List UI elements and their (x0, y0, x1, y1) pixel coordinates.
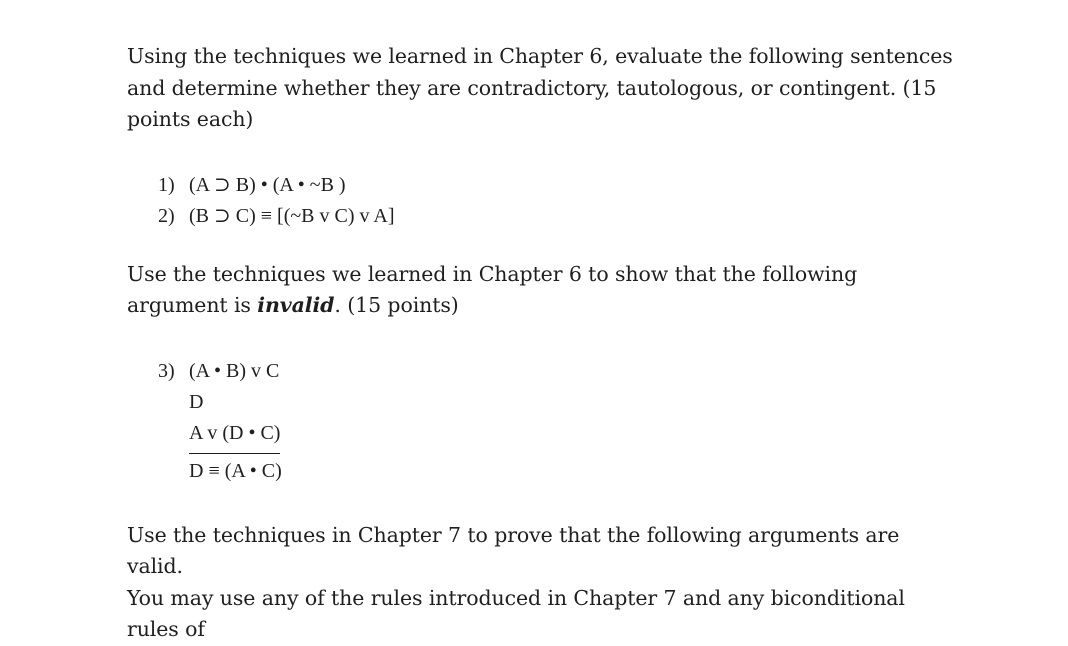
section2-intro-points: . (15 points) (334, 293, 459, 317)
problem-3 (127, 356, 957, 487)
problem-1-formula: (A ⊃ B) • (A • ~B ) (189, 173, 346, 196)
premise-3: A v (D • C) (189, 418, 280, 454)
problem-1 (127, 170, 957, 201)
section1-problem-list (127, 170, 957, 232)
section3-line-2: You may use any of the rules introduced in Chapter 7 and any biconditional rules of (127, 585, 905, 641)
argument-3 (189, 356, 282, 487)
document-page (127, 41, 957, 646)
section2-intro-text: Use the techniques we learned in Chapter 6 to show that the following argument is (127, 261, 858, 317)
premise-1: (A • B) v C (189, 359, 280, 382)
conclusion: D ≡ (A • C) (189, 459, 282, 482)
problem-2-number: 2) (158, 204, 175, 227)
section2-instructions (127, 259, 957, 322)
section2-problem-list (127, 356, 957, 487)
invalid-emphasis: invalid (257, 293, 335, 317)
section3-instructions (127, 520, 957, 646)
problem-1-number: 1) (158, 173, 175, 196)
premise-2: D (189, 390, 204, 413)
section1-instructions: Using the techniques we learned in Chapter 6, evaluate the following sentences and determine whether they are contradictory, tautologous, or contingent. (15 points each) (127, 44, 953, 131)
problem-2-formula: (B ⊃ C) ≡ [(~B v C) v A] (189, 204, 395, 227)
section3-line-1: Use the techniques in Chapter 7 to prove that the following arguments are valid. (127, 522, 900, 578)
problem-3-number: 3) (158, 359, 175, 382)
problem-2 (127, 201, 957, 232)
